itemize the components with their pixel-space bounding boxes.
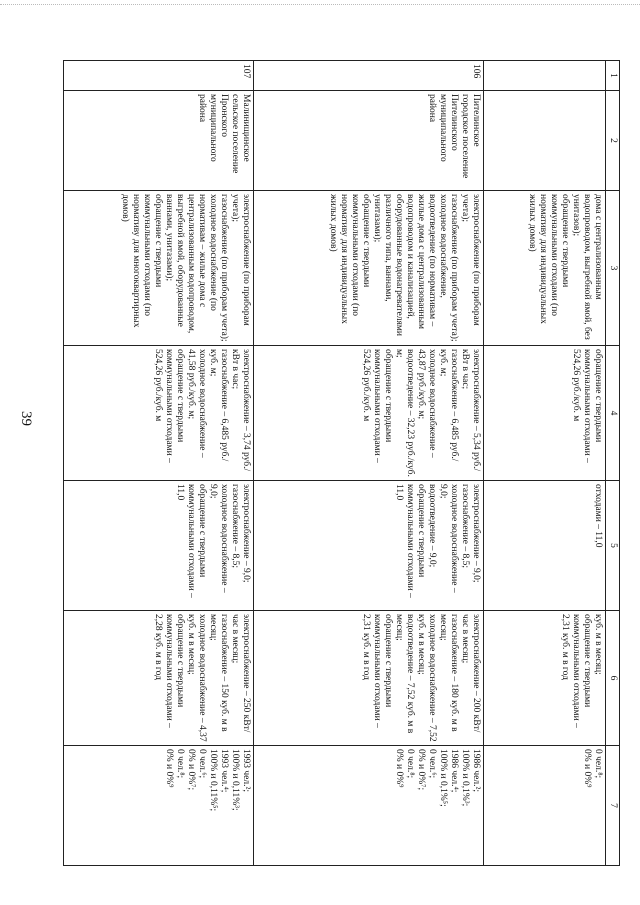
cell-volume: электроснабжение – 250 кВт/час в месяц; газоснабжение – 150 куб. м в месяц; холодное водоснабжение – 4,37 куб. м в месяц; обращение с твердыми коммунальными отходами – 2,28 куб. м в год — [64, 611, 254, 746]
cell-population: 0 чел.⁸; 0% и 0%⁹ — [484, 746, 606, 866]
col-header-1: 1 — [606, 61, 620, 91]
col-header-4: 4 — [606, 346, 620, 481]
table-row — [484, 61, 606, 866]
cell-tariffs: обращение с твердыми коммунальными отходами – 524,26 руб./куб. м — [484, 346, 606, 481]
col-header-5: 5 — [606, 481, 620, 611]
cell-index: отходами – 11,0 — [484, 481, 606, 611]
cell-population: 1993 чел.²; 100% и 0,11%³; 1993 чел.⁴; 100% и 0,11%⁵; 0 чел.⁶; 0% и 0%⁷; 0 чел.⁸; 0% и 0%⁹ — [64, 746, 254, 866]
cell-volume: электроснабжение – 200 кВт/час в месяц; газоснабжение – 180 куб. м в месяц; холодное водоснабжение – 7,52 куб. м в месяц; водоотведение – 7,52 куб. м в месяц; обращение с твердыми коммунальными отходами – 2,31 куб. м в год — [254, 611, 484, 746]
col-header-6: 6 — [606, 611, 620, 746]
cell-number — [484, 61, 606, 91]
cell-municipality: Малинищинское сельское поселение Пронского муниципального района — [64, 91, 254, 191]
header-row — [606, 61, 620, 866]
col-header-3: 3 — [606, 191, 620, 346]
cell-tariffs: электроснабжение – 3,74 руб./кВт в час; газоснабжение – 6,485 руб./куб. м; холодное водоснабжение – 41,58 руб./куб. м; обращение с твердыми коммунальными отходами – 524,26 руб./куб. м — [64, 346, 254, 481]
cell-index: электроснабжение – 9,0; газоснабжение – 8,5; холодное водоснабжение – 9,0; обращение с твердыми коммунальными отходами – 11,0 — [64, 481, 254, 611]
page-number: 39 — [18, 411, 34, 426]
cell-number: 106 — [254, 61, 484, 91]
col-header-2: 2 — [606, 91, 620, 191]
tariff-table — [63, 60, 620, 866]
cell-services: дома с централизованным водопроводом, выгребной ямой, без унитазов); обращение с твердыми коммунальными отходами (по нормативу для индивидуальных жилых домов) — [484, 191, 606, 346]
table-row — [64, 61, 254, 866]
cell-index: электроснабжение – 9,0; газоснабжение – 8,5; холодное водоснабжение – 9,0; водоотведение – 9,0; обращение с твердыми коммунальными отходами – 11,0 — [254, 481, 484, 611]
cell-municipality — [484, 91, 606, 191]
cell-tariffs: электроснабжение – 5,34 руб./кВт в час; газоснабжение – 6,485 руб./куб. м; холодное водоснабжение – 43,87 руб./куб. м; водоотведение – 32,23 руб./куб. м; обращение с твердыми коммунальными отходами – 524,26 руб./куб. м — [254, 346, 484, 481]
cell-services: электроснабжение (по приборам учета); газоснабжение (по приборам учета); холодное водоснабжение, водоотведение (по нормативам – жилые дома с централизованным водопроводом и канализацией, оборудованные водонагревателями различного типа, ваннами, унитазами); обращение с твердыми коммунальными отходами (по нормативу для индивидуальных жилых домов) — [254, 191, 484, 346]
table-row — [254, 61, 484, 866]
cell-volume: куб. м в месяц; обращение с твердыми коммунальными отходами – 2,31 куб. м в год — [484, 611, 606, 746]
rotated-table-wrapper — [60, 60, 620, 865]
col-header-7: 7 — [606, 746, 620, 866]
cell-population: 1986 чел.²; 100% и 0,1%³; 1986 чел.⁴; 100% и 0,1%⁵; 0 чел.⁶; 0% и 0%⁷; 0 чел.⁸; 0% и 0%⁹ — [254, 746, 484, 866]
cell-number: 107 — [64, 61, 254, 91]
scan-edge-dots — [0, 4, 640, 5]
cell-services: электроснабжение (по приборам учета); газоснабжение (по приборам учета); холодное водоснабжение (по нормативам – жилые дома с централизованным водопроводом, выгребной ямой, оборудованные ваннами, унитазами); обращение с твердыми коммунальными отходами (по нормативу для многоквартирных домов) — [64, 191, 254, 346]
cell-municipality: Пителинское городское поселение Пителинского муниципального района — [254, 91, 484, 191]
